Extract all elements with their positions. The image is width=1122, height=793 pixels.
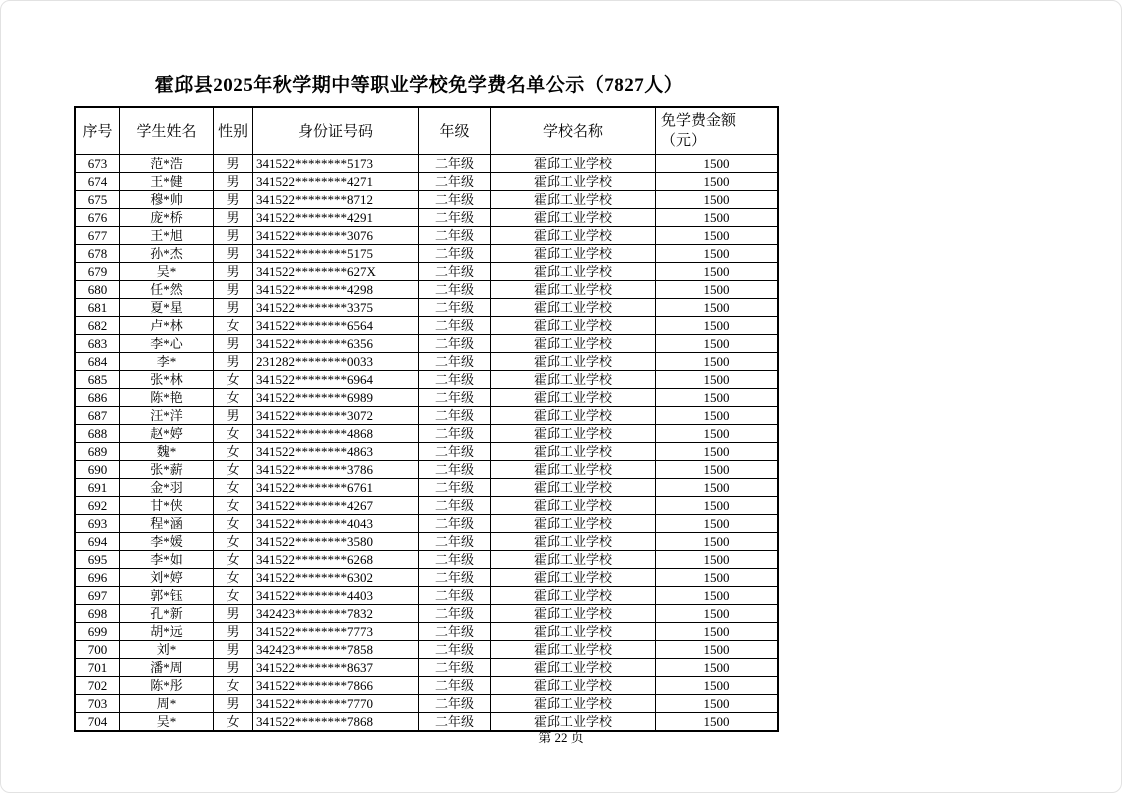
cell-id-number: 341522********6761	[253, 478, 419, 496]
cell-id-number: 341522********6989	[253, 388, 419, 406]
cell-name: 汪*洋	[120, 406, 214, 424]
cell-school: 霍邱工业学校	[491, 262, 656, 280]
student-table	[74, 106, 779, 732]
cell-name: 魏*	[120, 442, 214, 460]
cell-grade: 二年级	[419, 514, 491, 532]
cell-amount: 1500	[656, 406, 779, 424]
cell-id-number: 342423********7858	[253, 640, 419, 658]
cell-name: 陈*彤	[120, 676, 214, 694]
cell-gender: 男	[214, 334, 253, 352]
cell-gender: 女	[214, 370, 253, 388]
table-row	[75, 262, 778, 280]
cell-school: 霍邱工业学校	[491, 370, 656, 388]
cell-school: 霍邱工业学校	[491, 532, 656, 550]
cell-name: 李*如	[120, 550, 214, 568]
cell-grade: 二年级	[419, 478, 491, 496]
cell-gender: 男	[214, 190, 253, 208]
cell-index: 703	[75, 694, 120, 712]
cell-grade: 二年级	[419, 190, 491, 208]
cell-amount: 1500	[656, 586, 779, 604]
cell-id-number: 341522********4267	[253, 496, 419, 514]
cell-amount: 1500	[656, 604, 779, 622]
cell-id-number: 341522********7773	[253, 622, 419, 640]
cell-gender: 男	[214, 298, 253, 316]
cell-index: 678	[75, 244, 120, 262]
table-row	[75, 406, 778, 424]
header-amount-line2: （元）	[661, 132, 707, 149]
cell-amount: 1500	[656, 190, 779, 208]
cell-id-number: 341522********3072	[253, 406, 419, 424]
cell-grade: 二年级	[419, 316, 491, 334]
table-row	[75, 532, 778, 550]
cell-name: 周*	[120, 694, 214, 712]
cell-name: 刘*婷	[120, 568, 214, 586]
cell-gender: 女	[214, 496, 253, 514]
cell-index: 697	[75, 586, 120, 604]
cell-grade: 二年级	[419, 712, 491, 731]
cell-index: 673	[75, 154, 120, 172]
cell-grade: 二年级	[419, 640, 491, 658]
cell-index: 685	[75, 370, 120, 388]
cell-index: 683	[75, 334, 120, 352]
cell-school: 霍邱工业学校	[491, 514, 656, 532]
cell-name: 赵*婷	[120, 424, 214, 442]
cell-name: 张*薪	[120, 460, 214, 478]
cell-gender: 男	[214, 226, 253, 244]
cell-grade: 二年级	[419, 226, 491, 244]
cell-index: 690	[75, 460, 120, 478]
cell-index: 702	[75, 676, 120, 694]
table-row	[75, 208, 778, 226]
cell-amount: 1500	[656, 154, 779, 172]
cell-gender: 男	[214, 244, 253, 262]
header-amount-line1: 免学费金额	[661, 112, 737, 129]
table-row	[75, 154, 778, 172]
cell-school: 霍邱工业学校	[491, 568, 656, 586]
cell-gender: 女	[214, 676, 253, 694]
cell-grade: 二年级	[419, 622, 491, 640]
table-row	[75, 388, 778, 406]
cell-grade: 二年级	[419, 676, 491, 694]
table-row	[75, 568, 778, 586]
cell-grade: 二年级	[419, 658, 491, 676]
cell-name: 李*心	[120, 334, 214, 352]
cell-index: 695	[75, 550, 120, 568]
header-index: 序号	[75, 107, 120, 154]
cell-school: 霍邱工业学校	[491, 694, 656, 712]
cell-index: 684	[75, 352, 120, 370]
cell-amount: 1500	[656, 622, 779, 640]
table-row	[75, 676, 778, 694]
cell-grade: 二年级	[419, 208, 491, 226]
table-row	[75, 694, 778, 712]
cell-gender: 男	[214, 352, 253, 370]
cell-name: 吴*	[120, 712, 214, 731]
cell-grade: 二年级	[419, 604, 491, 622]
cell-index: 693	[75, 514, 120, 532]
cell-amount: 1500	[656, 676, 779, 694]
cell-id-number: 341522********4868	[253, 424, 419, 442]
cell-gender: 男	[214, 604, 253, 622]
cell-school: 霍邱工业学校	[491, 424, 656, 442]
cell-index: 701	[75, 658, 120, 676]
cell-grade: 二年级	[419, 280, 491, 298]
cell-name: 胡*远	[120, 622, 214, 640]
cell-gender: 女	[214, 478, 253, 496]
cell-index: 679	[75, 262, 120, 280]
cell-name: 郭*钰	[120, 586, 214, 604]
cell-name: 孔*新	[120, 604, 214, 622]
cell-name: 李*	[120, 352, 214, 370]
cell-amount: 1500	[656, 550, 779, 568]
cell-gender: 女	[214, 424, 253, 442]
cell-grade: 二年级	[419, 262, 491, 280]
table-row	[75, 244, 778, 262]
cell-grade: 二年级	[419, 406, 491, 424]
cell-id-number: 341522********7868	[253, 712, 419, 731]
table-row	[75, 172, 778, 190]
cell-id-number: 341522********4291	[253, 208, 419, 226]
cell-index: 704	[75, 712, 120, 731]
cell-amount: 1500	[656, 442, 779, 460]
cell-school: 霍邱工业学校	[491, 352, 656, 370]
cell-index: 688	[75, 424, 120, 442]
cell-id-number: 231282********0033	[253, 352, 419, 370]
cell-index: 700	[75, 640, 120, 658]
table-row	[75, 586, 778, 604]
cell-index: 675	[75, 190, 120, 208]
cell-grade: 二年级	[419, 694, 491, 712]
header-grade: 年级	[419, 107, 491, 154]
cell-name: 范*浩	[120, 154, 214, 172]
cell-school: 霍邱工业学校	[491, 442, 656, 460]
cell-school: 霍邱工业学校	[491, 334, 656, 352]
cell-id-number: 341522********6356	[253, 334, 419, 352]
cell-index: 699	[75, 622, 120, 640]
cell-index: 698	[75, 604, 120, 622]
cell-gender: 女	[214, 550, 253, 568]
cell-gender: 女	[214, 514, 253, 532]
cell-gender: 女	[214, 388, 253, 406]
cell-gender: 男	[214, 640, 253, 658]
cell-grade: 二年级	[419, 550, 491, 568]
table-row	[75, 604, 778, 622]
header-id-number: 身份证号码	[253, 107, 419, 154]
cell-grade: 二年级	[419, 352, 491, 370]
cell-school: 霍邱工业学校	[491, 172, 656, 190]
cell-school: 霍邱工业学校	[491, 298, 656, 316]
cell-school: 霍邱工业学校	[491, 640, 656, 658]
cell-gender: 男	[214, 280, 253, 298]
cell-name: 王*健	[120, 172, 214, 190]
cell-id-number: 341522********5173	[253, 154, 419, 172]
cell-id-number: 341522********627X	[253, 262, 419, 280]
table-row	[75, 478, 778, 496]
cell-amount: 1500	[656, 352, 779, 370]
cell-gender: 男	[214, 262, 253, 280]
cell-name: 程*涵	[120, 514, 214, 532]
cell-name: 卢*林	[120, 316, 214, 334]
cell-id-number: 341522********8712	[253, 190, 419, 208]
table-row	[75, 658, 778, 676]
cell-id-number: 341522********4403	[253, 586, 419, 604]
cell-name: 任*然	[120, 280, 214, 298]
table-row	[75, 298, 778, 316]
page-number: 第 22 页	[538, 730, 584, 745]
cell-index: 689	[75, 442, 120, 460]
cell-grade: 二年级	[419, 460, 491, 478]
cell-gender: 男	[214, 154, 253, 172]
cell-amount: 1500	[656, 172, 779, 190]
cell-id-number: 341522********7770	[253, 694, 419, 712]
cell-id-number: 341522********6964	[253, 370, 419, 388]
cell-school: 霍邱工业学校	[491, 586, 656, 604]
table-row	[75, 280, 778, 298]
cell-index: 686	[75, 388, 120, 406]
cell-school: 霍邱工业学校	[491, 604, 656, 622]
cell-gender: 男	[214, 658, 253, 676]
table-row	[75, 460, 778, 478]
cell-school: 霍邱工业学校	[491, 550, 656, 568]
cell-amount: 1500	[656, 334, 779, 352]
cell-id-number: 341522********4271	[253, 172, 419, 190]
cell-index: 696	[75, 568, 120, 586]
cell-amount: 1500	[656, 208, 779, 226]
cell-school: 霍邱工业学校	[491, 658, 656, 676]
table-row	[75, 514, 778, 532]
cell-id-number: 341522********3580	[253, 532, 419, 550]
cell-gender: 男	[214, 208, 253, 226]
cell-id-number: 341522********4298	[253, 280, 419, 298]
cell-amount: 1500	[656, 424, 779, 442]
cell-amount: 1500	[656, 694, 779, 712]
cell-name: 张*林	[120, 370, 214, 388]
cell-amount: 1500	[656, 712, 779, 731]
cell-gender: 女	[214, 442, 253, 460]
table-row	[75, 352, 778, 370]
header-school: 学校名称	[491, 107, 656, 154]
cell-school: 霍邱工业学校	[491, 208, 656, 226]
cell-name: 刘*	[120, 640, 214, 658]
cell-id-number: 341522********6564	[253, 316, 419, 334]
cell-school: 霍邱工业学校	[491, 622, 656, 640]
cell-name: 甘*侠	[120, 496, 214, 514]
student-table-body	[75, 154, 778, 731]
table-row	[75, 226, 778, 244]
cell-amount: 1500	[656, 316, 779, 334]
header-amount	[656, 107, 779, 154]
cell-grade: 二年级	[419, 388, 491, 406]
cell-index: 682	[75, 316, 120, 334]
cell-id-number: 341522********7866	[253, 676, 419, 694]
table-row	[75, 424, 778, 442]
cell-id-number: 341522********8637	[253, 658, 419, 676]
cell-grade: 二年级	[419, 568, 491, 586]
cell-amount: 1500	[656, 226, 779, 244]
cell-gender: 男	[214, 172, 253, 190]
cell-id-number: 341522********3786	[253, 460, 419, 478]
cell-amount: 1500	[656, 658, 779, 676]
cell-amount: 1500	[656, 370, 779, 388]
cell-amount: 1500	[656, 262, 779, 280]
cell-gender: 女	[214, 568, 253, 586]
cell-name: 李*媛	[120, 532, 214, 550]
cell-amount: 1500	[656, 640, 779, 658]
table-row	[75, 442, 778, 460]
cell-grade: 二年级	[419, 244, 491, 262]
table-row	[75, 550, 778, 568]
cell-amount: 1500	[656, 532, 779, 550]
cell-amount: 1500	[656, 388, 779, 406]
cell-gender: 女	[214, 712, 253, 731]
cell-grade: 二年级	[419, 370, 491, 388]
cell-grade: 二年级	[419, 172, 491, 190]
table-row	[75, 640, 778, 658]
cell-grade: 二年级	[419, 298, 491, 316]
cell-id-number: 341522********6302	[253, 568, 419, 586]
cell-school: 霍邱工业学校	[491, 460, 656, 478]
cell-amount: 1500	[656, 568, 779, 586]
header-name: 学生姓名	[120, 107, 214, 154]
cell-name: 潘*周	[120, 658, 214, 676]
cell-name: 穆*帅	[120, 190, 214, 208]
cell-school: 霍邱工业学校	[491, 226, 656, 244]
cell-gender: 男	[214, 406, 253, 424]
cell-grade: 二年级	[419, 586, 491, 604]
cell-id-number: 341522********4863	[253, 442, 419, 460]
cell-amount: 1500	[656, 496, 779, 514]
cell-gender: 女	[214, 532, 253, 550]
table-row	[75, 622, 778, 640]
cell-school: 霍邱工业学校	[491, 190, 656, 208]
cell-grade: 二年级	[419, 442, 491, 460]
cell-school: 霍邱工业学校	[491, 496, 656, 514]
cell-name: 夏*星	[120, 298, 214, 316]
cell-id-number: 341522********4043	[253, 514, 419, 532]
cell-id-number: 341522********3076	[253, 226, 419, 244]
cell-name: 孙*杰	[120, 244, 214, 262]
table-row	[75, 316, 778, 334]
cell-grade: 二年级	[419, 334, 491, 352]
cell-gender: 男	[214, 622, 253, 640]
cell-index: 692	[75, 496, 120, 514]
cell-index: 681	[75, 298, 120, 316]
cell-school: 霍邱工业学校	[491, 244, 656, 262]
cell-gender: 男	[214, 694, 253, 712]
cell-index: 691	[75, 478, 120, 496]
table-row	[75, 496, 778, 514]
cell-index: 676	[75, 208, 120, 226]
header-row	[75, 107, 778, 154]
cell-school: 霍邱工业学校	[491, 316, 656, 334]
cell-index: 680	[75, 280, 120, 298]
table-row	[75, 370, 778, 388]
cell-id-number: 342423********7832	[253, 604, 419, 622]
cell-grade: 二年级	[419, 424, 491, 442]
cell-name: 王*旭	[120, 226, 214, 244]
table-row	[75, 334, 778, 352]
cell-gender: 女	[214, 586, 253, 604]
header-gender: 性别	[214, 107, 253, 154]
cell-gender: 女	[214, 460, 253, 478]
cell-school: 霍邱工业学校	[491, 478, 656, 496]
cell-amount: 1500	[656, 298, 779, 316]
cell-school: 霍邱工业学校	[491, 712, 656, 731]
cell-name: 吴*	[120, 262, 214, 280]
cell-index: 674	[75, 172, 120, 190]
cell-school: 霍邱工业学校	[491, 154, 656, 172]
cell-grade: 二年级	[419, 496, 491, 514]
cell-index: 677	[75, 226, 120, 244]
cell-index: 694	[75, 532, 120, 550]
cell-amount: 1500	[656, 478, 779, 496]
cell-amount: 1500	[656, 280, 779, 298]
table-row	[75, 190, 778, 208]
cell-name: 金*羽	[120, 478, 214, 496]
page-title: 霍邱县2025年秋学期中等职业学校免学费名单公示（7827人）	[154, 75, 684, 96]
cell-school: 霍邱工业学校	[491, 388, 656, 406]
cell-name: 庞*桥	[120, 208, 214, 226]
cell-grade: 二年级	[419, 532, 491, 550]
cell-school: 霍邱工业学校	[491, 280, 656, 298]
cell-amount: 1500	[656, 460, 779, 478]
cell-school: 霍邱工业学校	[491, 676, 656, 694]
cell-name: 陈*艳	[120, 388, 214, 406]
cell-id-number: 341522********3375	[253, 298, 419, 316]
cell-gender: 女	[214, 316, 253, 334]
cell-amount: 1500	[656, 244, 779, 262]
cell-id-number: 341522********5175	[253, 244, 419, 262]
cell-grade: 二年级	[419, 154, 491, 172]
cell-school: 霍邱工业学校	[491, 406, 656, 424]
cell-id-number: 341522********6268	[253, 550, 419, 568]
cell-amount: 1500	[656, 514, 779, 532]
cell-index: 687	[75, 406, 120, 424]
